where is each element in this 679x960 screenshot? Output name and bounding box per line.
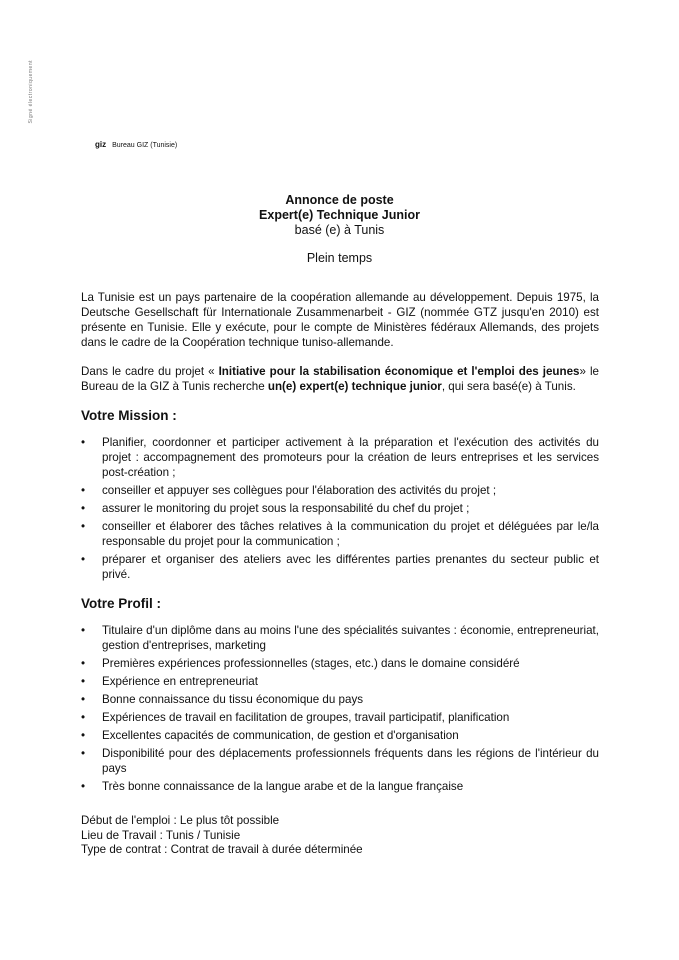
position-title: Expert(e) Technique Junior xyxy=(259,208,420,222)
list-item xyxy=(81,746,599,776)
position-highlight: un(e) expert(e) technique junior xyxy=(267,380,442,393)
document-header xyxy=(95,140,177,149)
project-text-2: » le Bureau de la GIZ à Tunis recherche xyxy=(81,365,599,393)
intro-paragraph: La Tunisie est un pays partenaire de la coopération allemande au développement. Depuis 1975, la Deutsche Gesellschaft für Internationale Zusammenarbeit - GIZ (nommée GTZ jusqu'en 2010) est présente en Tunisie. Elle y exécute, pour le compte de Ministères fédéraux Allemands, des projets dans le cadre de la Coopération technique tuniso-allemande. xyxy=(81,291,599,349)
list-item xyxy=(81,501,599,516)
bullet-icon: • xyxy=(81,436,86,449)
list-item-text: préparer et organiser des ateliers avec les différentes parties prenantes du secteur public et privé. xyxy=(102,553,599,581)
list-item xyxy=(81,435,599,480)
bullet-icon: • xyxy=(81,624,86,637)
announcement-title: Annonce de poste xyxy=(285,193,394,207)
mission-heading: Votre Mission : xyxy=(81,408,177,423)
list-item xyxy=(81,710,599,725)
list-item-text: Expérience en entrepreneuriat xyxy=(102,675,258,688)
list-item xyxy=(81,692,599,707)
list-item-text: Expériences de travail en facilitation de groupes, travail participatif, planification xyxy=(102,711,510,724)
work-time: Plein temps xyxy=(306,251,373,265)
bullet-icon: • xyxy=(81,747,86,760)
project-paragraph xyxy=(81,364,599,394)
bullet-icon: • xyxy=(81,675,86,688)
list-item xyxy=(81,779,599,794)
profile-list xyxy=(81,623,599,794)
job-details xyxy=(81,814,599,858)
list-item xyxy=(81,552,599,582)
list-item-text: Excellentes capacités de communication, de gestion et d'organisation xyxy=(102,729,459,742)
project-text-1: Dans le cadre du projet « xyxy=(81,365,219,378)
position-location: basé (e) à Tunis xyxy=(294,223,385,237)
list-item xyxy=(81,728,599,743)
project-name: Initiative pour la stabilisation économique et l'emploi des jeunes xyxy=(218,365,580,378)
office-label: Bureau GIZ (Tunisie) xyxy=(112,142,178,149)
document-body xyxy=(81,290,599,858)
list-item-text: conseiller et appuyer ses collègues pour l'élaboration des activités du projet ; xyxy=(102,484,497,497)
list-item xyxy=(81,656,599,671)
list-item-text: Bonne connaissance du tissu économique du pays xyxy=(102,693,364,706)
start-date: Début de l'emploi : Le plus tôt possible xyxy=(81,814,280,827)
bullet-icon: • xyxy=(81,484,86,497)
list-item xyxy=(81,519,599,549)
bullet-icon: • xyxy=(81,693,86,706)
side-note: Signé électroniquement xyxy=(28,60,34,124)
contract-type: Type de contrat : Contrat de travail à durée déterminée xyxy=(81,843,363,856)
work-location: Lieu de Travail : Tunis / Tunisie xyxy=(81,828,241,842)
bullet-icon: • xyxy=(81,502,86,515)
profile-heading: Votre Profil : xyxy=(81,596,162,611)
list-item-text: Très bonne connaissance de la langue arabe et de la langue française xyxy=(102,780,464,793)
list-item-text: assurer le monitoring du projet sous la responsabilité du chef du projet ; xyxy=(102,502,470,515)
title-block xyxy=(0,193,679,266)
list-item-text: conseiller et élaborer des tâches relatives à la communication du projet et déléguées par le/la responsable du projet pour la communication ; xyxy=(102,520,599,548)
list-item-text: Titulaire d'un diplôme dans au moins l'une des spécialités suivantes : économie, entrepreneuriat, gestion d'entreprises, marketing xyxy=(102,624,599,652)
list-item xyxy=(81,483,599,498)
list-item-text: Disponibilité pour des déplacements professionnels fréquents dans les régions de l'intérieur du pays xyxy=(102,747,599,775)
bullet-icon: • xyxy=(81,780,86,793)
project-text-3: , qui sera basé(e) à Tunis. xyxy=(441,380,576,393)
list-item-text: Planifier, coordonner et participer activement à la préparation et l'exécution des activités du projet : accompagnement des promoteurs pour la création de leurs entreprises et les services post-création ; xyxy=(102,436,599,479)
bullet-icon: • xyxy=(81,729,86,742)
bullet-icon: • xyxy=(81,711,86,724)
list-item-text: Premières expériences professionnelles (stages, etc.) dans le domaine considéré xyxy=(102,657,520,670)
bullet-icon: • xyxy=(81,657,86,670)
bullet-icon: • xyxy=(81,553,86,566)
bullet-icon: • xyxy=(81,520,86,533)
list-item xyxy=(81,623,599,653)
list-item xyxy=(81,674,599,689)
giz-logo: giz xyxy=(95,140,107,149)
mission-list xyxy=(81,435,599,582)
